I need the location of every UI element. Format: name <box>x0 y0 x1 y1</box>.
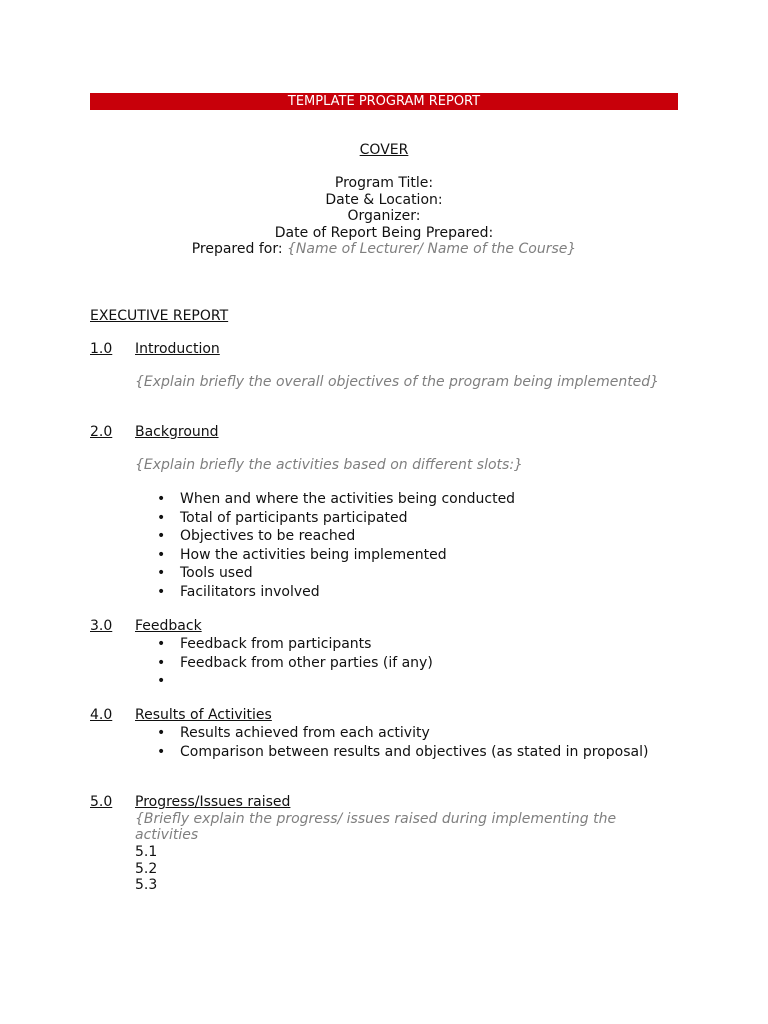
bullet-icon: • <box>157 743 166 760</box>
subsection-number: 5.3 <box>135 877 158 893</box>
section-intro-hint: {Explain briefly the overall objectives of the program being implemented} <box>135 374 660 390</box>
list-item: • Comparison between results and objectives (as stated in proposal) <box>157 743 649 760</box>
prepared-for-field <box>90 241 678 257</box>
list-item: • Feedback from participants <box>157 636 372 652</box>
prepared-for-label: Prepared for: <box>191 241 283 257</box>
subsection-number: 5.2 <box>135 861 158 877</box>
results-list <box>157 725 648 762</box>
list-item: • Feedback from other parties (if any) <box>157 654 433 671</box>
bullet-icon: • <box>157 583 166 600</box>
section-progress-number: 5.0 <box>90 794 113 810</box>
section-progress-title: Progress/Issues raised <box>135 794 291 810</box>
bullet-icon: • <box>157 528 166 544</box>
section-background-number: 2.0 <box>90 424 113 440</box>
prepared-for-hint: {Name of Lecturer/ Name of the Course} <box>287 241 577 257</box>
section-progress-hint-line1: {Briefly explain the progress/ issues raised during implementing the <box>135 811 617 827</box>
section-intro-title: Introduction <box>135 341 220 357</box>
list-item: • Total of participants participated <box>157 509 408 526</box>
date-location-field: Date & Location: <box>325 192 443 208</box>
bullet-icon: • <box>157 654 166 671</box>
section-results-number: 4.0 <box>90 707 113 723</box>
list-item: • When and where the activities being conducted <box>157 491 516 507</box>
bullet-icon: • <box>157 565 166 581</box>
list-item: • How the activities being implemented <box>157 546 447 563</box>
bullet-icon: • <box>157 725 166 741</box>
report-title-banner: TEMPLATE PROGRAM REPORT <box>90 93 678 110</box>
cover-heading: COVER <box>359 142 409 158</box>
section-background-hint: {Explain briefly the activities based on different slots:} <box>135 457 523 473</box>
section-feedback-number: 3.0 <box>90 618 113 634</box>
program-title-field: Program Title: <box>334 175 434 191</box>
bullet-icon: • <box>157 546 166 563</box>
list-item: • Tools used <box>157 565 253 581</box>
list-item: • Facilitators involved <box>157 583 320 600</box>
subsection-number: 5.1 <box>135 844 158 860</box>
list-item: • Objectives to be reached <box>157 528 356 544</box>
report-date-field: Date of Report Being Prepared: <box>274 225 494 241</box>
bullet-icon: • <box>157 509 166 526</box>
bullet-icon: • <box>157 673 166 689</box>
organizer-field: Organizer: <box>347 208 421 224</box>
section-progress-hint-line2: activities <box>135 827 199 843</box>
list-item: • Results achieved from each activity <box>157 725 430 741</box>
executive-report-heading: EXECUTIVE REPORT <box>90 308 229 324</box>
section-intro-number: 1.0 <box>90 341 113 357</box>
list-item <box>157 673 433 692</box>
bullet-icon: • <box>157 636 166 652</box>
section-feedback-title: Feedback <box>135 618 202 634</box>
background-list <box>157 491 515 602</box>
feedback-list <box>157 636 433 692</box>
section-background-title: Background <box>135 424 219 440</box>
bullet-icon: • <box>157 491 166 507</box>
section-results-title: Results of Activities <box>135 707 272 723</box>
